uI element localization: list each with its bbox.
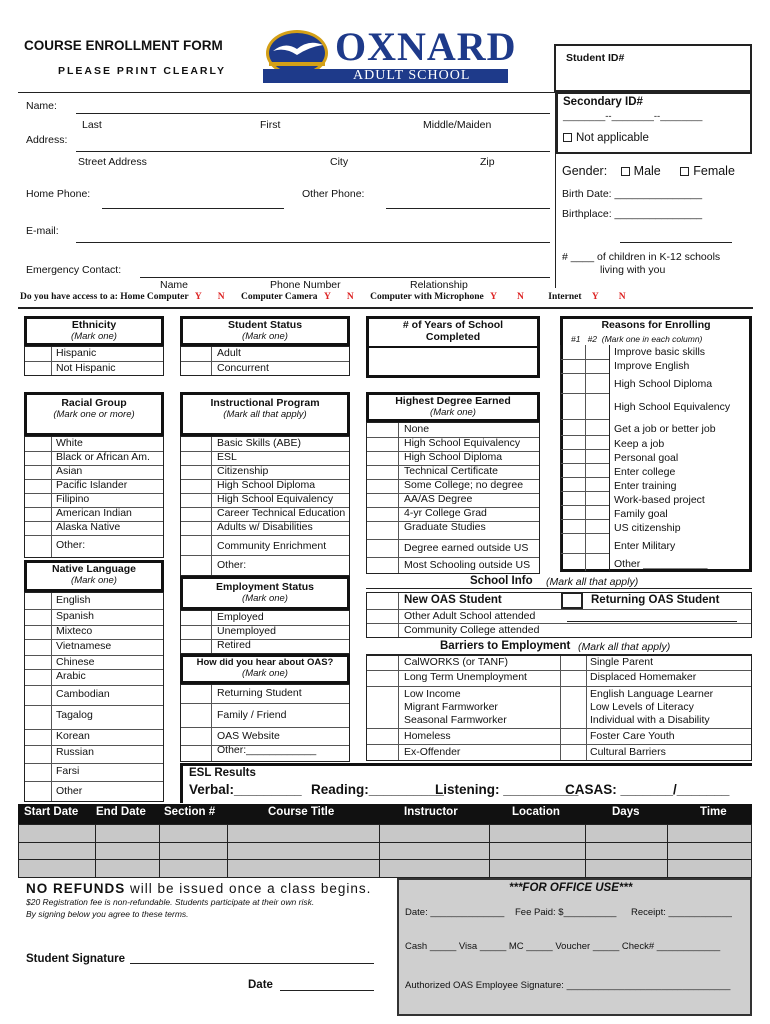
barrier-option[interactable]: Individual with a Disability — [590, 714, 710, 726]
microphone-yes[interactable]: Y — [490, 292, 497, 302]
female-label: Female — [693, 164, 735, 178]
terms-note: By signing below you agree to these terms. — [26, 909, 189, 919]
reason-option[interactable]: Enter Military — [614, 540, 676, 552]
barriers-title: Barriers to Employment — [440, 640, 571, 652]
name-label: Name: — [26, 100, 57, 112]
logo-oxnard: OXNARD — [335, 24, 517, 69]
col-instructor: Instructor — [404, 806, 458, 818]
form-title: COURSE ENROLLMENT FORM — [24, 38, 223, 53]
access-row — [20, 292, 626, 302]
other-phone-field[interactable] — [386, 208, 550, 209]
reason-option[interactable]: Other ___________ — [614, 558, 708, 570]
years-school-box[interactable] — [366, 316, 540, 378]
degree-option[interactable]: AA/AS Degree — [404, 493, 473, 505]
degree-option[interactable]: Degree earned outside US — [404, 542, 529, 554]
birth-date-field[interactable]: Birth Date: _______________ — [562, 188, 703, 200]
barrier-option[interactable]: CalWORKS (or TANF) — [404, 656, 509, 668]
status-option[interactable]: Adult — [217, 347, 241, 359]
student-id-label: Student ID# — [566, 52, 625, 64]
reading-field[interactable]: Reading:__________ — [311, 782, 444, 797]
ethnicity-title: Ethnicity — [71, 319, 117, 331]
employment-option[interactable]: Unemployed — [217, 625, 276, 637]
barrier-option[interactable]: English Language Learner — [590, 688, 714, 700]
student-status-title: Student Status — [227, 319, 303, 331]
program-option[interactable]: High School Equivalency — [217, 493, 334, 505]
degree-option[interactable]: Most Schooling outside US — [404, 559, 531, 571]
other-phone-label: Other Phone: — [302, 188, 365, 200]
years-school-title2: Completed — [425, 331, 481, 343]
street-label: Street Address — [78, 156, 147, 168]
birthplace-field[interactable]: Birthplace: _______________ — [562, 208, 703, 220]
male-label: Male — [633, 164, 661, 178]
employment-option[interactable]: Employed — [217, 611, 264, 623]
employment-mark: (Mark one) — [242, 593, 288, 604]
fee-paid-field[interactable]: Fee Paid: $__________ — [515, 907, 617, 918]
ethnicity-header — [24, 316, 164, 346]
language-option[interactable]: Other — [56, 785, 83, 797]
language-option[interactable]: Russian — [56, 746, 94, 758]
home-computer-no[interactable]: N — [217, 292, 225, 302]
barrier-option[interactable]: Cultural Barriers — [590, 746, 666, 758]
home-computer-label: Home Computer — [120, 292, 189, 302]
reason-option[interactable]: US citizenship — [614, 522, 681, 534]
program-option[interactable]: High School Diploma — [217, 479, 316, 491]
degree-option[interactable]: High School Diploma — [404, 451, 503, 463]
racial-option[interactable]: Other: — [56, 539, 86, 551]
internet-no[interactable]: N — [618, 292, 626, 302]
barriers-options — [366, 655, 752, 761]
barrier-option[interactable]: Displaced Homemaker — [590, 671, 697, 683]
instructional-header — [180, 392, 350, 436]
barriers-header — [366, 639, 752, 655]
logo-school: ADULT SCHOOL — [353, 68, 471, 83]
first-label: First — [260, 119, 281, 131]
barrier-option[interactable]: Single Parent — [590, 656, 654, 668]
col-start-date: Start Date — [24, 806, 79, 818]
school-info-options — [366, 592, 752, 638]
ethnicity-option[interactable]: Hispanic — [56, 347, 97, 359]
language-mark: (Mark one) — [71, 575, 117, 586]
reasons-title: Reasons for Enrolling — [601, 319, 711, 331]
student-status-header — [180, 316, 350, 346]
language-option[interactable]: Chinese — [56, 656, 95, 668]
racial-option[interactable]: Alaska Native — [56, 521, 121, 533]
reason-option[interactable]: Enter training — [614, 480, 677, 492]
secondary-id-blank: ________--________--________ — [563, 111, 703, 122]
heard-option[interactable]: Other:____________ — [217, 744, 317, 756]
heard-title: How did you hear about OAS? — [196, 657, 334, 668]
barrier-option[interactable]: Low Income — [404, 688, 461, 700]
zip-label: Zip — [480, 156, 495, 168]
not-applicable-option[interactable] — [563, 132, 649, 144]
racial-option[interactable]: Pacific Islander — [56, 479, 128, 491]
gender-label: Gender: — [562, 164, 608, 178]
employment-options — [180, 610, 350, 654]
reason-option[interactable]: Family goal — [614, 508, 668, 520]
emergency-field[interactable] — [140, 277, 550, 278]
instructional-options — [180, 436, 350, 576]
student-status-options — [180, 346, 350, 376]
degree-options — [366, 422, 540, 574]
instructional-title: Instructional Program — [210, 397, 320, 409]
emergency-label: Emergency Contact: — [26, 264, 122, 276]
email-field[interactable] — [76, 242, 550, 243]
language-option[interactable]: Cambodian — [56, 688, 110, 700]
student-status-mark: (Mark one) — [242, 331, 288, 342]
col-location: Location — [512, 806, 560, 818]
language-title: Native Language — [51, 563, 137, 575]
barrier-option[interactable]: Foster Care Youth — [590, 730, 675, 742]
racial-option[interactable]: American Indian — [56, 507, 132, 519]
racial-mark: (Mark one or more) — [53, 409, 135, 420]
language-option[interactable]: Arabic — [56, 670, 86, 682]
barriers-mark: (Mark all that apply) — [578, 641, 671, 653]
col-end-date: End Date — [96, 806, 146, 818]
program-option[interactable]: Career Technical Education — [217, 507, 346, 519]
reason-option[interactable]: Keep a job — [614, 438, 665, 450]
returning-checkbox[interactable] — [561, 592, 583, 609]
email-label: E-mail: — [26, 225, 59, 237]
ethnicity-mark: (Mark one) — [71, 331, 117, 342]
student-id-box[interactable] — [554, 44, 752, 92]
program-option[interactable]: Citizenship — [217, 465, 269, 477]
school-info-header — [366, 575, 752, 589]
degree-option[interactable]: Graduate Studies — [404, 521, 486, 533]
employment-title: Employment Status — [215, 581, 315, 593]
heard-option[interactable]: Family / Friend — [217, 709, 287, 721]
status-option[interactable]: Concurrent — [217, 362, 269, 374]
access-label: Do you have access to a: — [20, 292, 118, 302]
camera-label: Computer Camera — [240, 292, 318, 302]
date-field[interactable] — [280, 990, 374, 991]
degree-header — [366, 392, 540, 422]
racial-option[interactable]: Black or African Am. — [56, 451, 150, 463]
home-computer-yes[interactable]: Y — [194, 292, 202, 302]
language-header — [24, 560, 164, 592]
camera-no[interactable]: N — [346, 292, 354, 302]
degree-option[interactable]: High School Equivalency — [404, 437, 521, 449]
home-phone-field[interactable] — [102, 208, 284, 209]
secondary-id-label: Secondary ID# — [563, 96, 643, 108]
ethnicity-option[interactable]: Not Hispanic — [56, 362, 116, 374]
address-label: Address: — [26, 134, 68, 146]
heard-mark: (Mark one) — [242, 668, 288, 679]
racial-option[interactable]: Filipino — [56, 493, 90, 505]
reason-option[interactable]: Enter college — [614, 466, 676, 478]
no-refunds-rest: will be issued once a class begins. — [125, 881, 372, 896]
date-label: Date — [248, 979, 273, 991]
heard-header — [180, 654, 350, 684]
reason-option[interactable]: Work-based project — [614, 494, 705, 506]
returning-student-option[interactable]: Returning OAS Student — [591, 594, 720, 606]
ethnicity-options — [24, 346, 164, 376]
reason-option[interactable]: High School Diploma — [614, 378, 713, 390]
heard-option[interactable]: Returning Student — [217, 687, 302, 699]
office-use-box — [397, 878, 752, 1016]
camera-yes[interactable]: Y — [323, 292, 331, 302]
ec-name-label: Name — [160, 279, 189, 291]
barrier-option[interactable]: Migrant Farmworker — [404, 701, 498, 713]
barrier-option[interactable]: Long Term Unemployment — [404, 671, 527, 683]
office-date-field[interactable]: Date: ______________ — [405, 907, 505, 918]
course-table-header — [18, 804, 752, 824]
reason-option[interactable]: Get a job or better job — [614, 423, 716, 435]
reasons-col2: #2 — [587, 334, 598, 344]
new-student-option[interactable]: New OAS Student — [404, 594, 502, 606]
student-signature-label: Student Signature — [26, 953, 126, 965]
racial-option[interactable]: Asian — [56, 465, 83, 477]
language-options — [24, 592, 164, 802]
racial-option[interactable]: White — [56, 437, 83, 449]
reasons-col1: #1 — [571, 334, 581, 344]
col-section: Section # — [164, 806, 216, 818]
program-option[interactable]: Other: — [217, 559, 247, 571]
program-option[interactable]: ESL — [217, 451, 237, 463]
internet-label: Internet — [548, 292, 582, 302]
esl-results — [180, 763, 752, 803]
last-label: Last — [82, 119, 102, 131]
ec-relationship-label: Relationship — [410, 279, 468, 291]
microphone-no[interactable]: N — [517, 292, 524, 302]
degree-option[interactable]: 4-yr College Grad — [404, 507, 487, 519]
other-adult-school-option[interactable]: Other Adult School attended — [404, 610, 536, 622]
employment-option[interactable]: Retired — [217, 639, 251, 651]
internet-yes[interactable]: Y — [591, 292, 599, 302]
fee-note: $20 Registration fee is non-refundable. Students participate at their own risk. — [26, 897, 315, 907]
language-option[interactable]: Mixteco — [56, 625, 93, 637]
reason-option[interactable]: High School Equivalency — [614, 401, 731, 413]
school-info-title: School Info — [470, 575, 533, 587]
degree-mark: (Mark one) — [430, 407, 476, 418]
language-option[interactable]: Korean — [56, 730, 90, 742]
print-clearly: PLEASE PRINT CLEARLY — [58, 65, 226, 77]
racial-options — [24, 436, 164, 558]
office-use-title: ***FOR OFFICE USE*** — [509, 882, 633, 894]
city-label: City — [330, 156, 349, 168]
listening-field[interactable]: Listening: __________ — [435, 782, 579, 797]
barrier-option[interactable]: Low Levels of Literacy — [590, 701, 694, 713]
degree-option[interactable]: Some College; no degree — [404, 479, 524, 491]
heard-option[interactable]: OAS Website — [217, 730, 280, 742]
verbal-field[interactable]: Verbal:_________ — [189, 782, 302, 797]
barrier-option[interactable]: Ex-Offender — [404, 746, 461, 758]
language-option[interactable]: English — [56, 594, 91, 606]
secondary-id-box[interactable] — [556, 92, 752, 154]
instructional-mark: (Mark all that apply) — [223, 409, 307, 420]
home-phone-label: Home Phone: — [26, 188, 91, 200]
course-rows[interactable] — [18, 824, 752, 878]
employee-signature-field[interactable]: Authorized OAS Employee Signature: _______________________________ — [405, 980, 731, 991]
reason-option[interactable]: Improve basic skills — [614, 346, 706, 358]
ec-phone-label: Phone Number — [270, 279, 341, 291]
community-college-option[interactable]: Community College attended — [404, 624, 540, 636]
female-checkbox[interactable] — [680, 167, 689, 176]
payment-methods[interactable]: Cash _____ Visa _____ MC _____ Voucher _____ Check# ____________ — [405, 941, 721, 952]
racial-header — [24, 392, 164, 436]
language-option[interactable]: Vietnamese — [56, 640, 112, 652]
no-refunds — [26, 881, 371, 896]
name-field[interactable] — [76, 113, 550, 114]
heard-options — [180, 684, 350, 762]
casas-field[interactable]: CASAS: _______/_______ — [565, 782, 730, 797]
student-signature-field[interactable] — [130, 963, 374, 964]
program-option[interactable]: Community Enrichment — [217, 540, 327, 552]
logo — [263, 24, 517, 83]
language-option[interactable]: Farsi — [56, 765, 80, 777]
school-info-mark: (Mark all that apply) — [546, 576, 639, 588]
not-applicable-checkbox[interactable] — [563, 133, 572, 142]
barrier-option[interactable]: Homeless — [404, 730, 451, 742]
employment-header — [180, 576, 350, 610]
degree-option[interactable]: Technical Certificate — [404, 465, 498, 477]
program-option[interactable]: Basic Skills (ABE) — [217, 437, 302, 449]
years-school-title: # of Years of School — [402, 319, 504, 331]
language-option[interactable]: Tagalog — [56, 709, 93, 721]
reasons-mark: (Mark one in each column) — [601, 334, 703, 344]
program-option[interactable]: Adults w/ Disabilities — [217, 521, 313, 533]
receipt-field[interactable]: Receipt: ____________ — [631, 907, 732, 918]
col-course-title: Course Title — [268, 806, 335, 818]
col-time: Time — [700, 806, 727, 818]
degree-option[interactable]: None — [404, 423, 430, 435]
language-option[interactable]: Spanish — [56, 610, 94, 622]
male-checkbox[interactable] — [621, 167, 630, 176]
children-living: living with you — [600, 264, 666, 276]
col-days: Days — [612, 806, 640, 818]
racial-title: Racial Group — [61, 397, 127, 409]
reason-option[interactable]: Personal goal — [614, 452, 679, 464]
children-count[interactable]: # ____ of children in K-12 schools — [562, 251, 721, 263]
esl-title: ESL Results — [189, 767, 256, 779]
reason-option[interactable]: Improve English — [614, 360, 690, 372]
address-field[interactable] — [76, 151, 550, 152]
degree-title: Highest Degree Earned — [395, 395, 511, 407]
barrier-option[interactable]: Seasonal Farmworker — [404, 714, 507, 726]
microphone-label: Computer with Microphone — [370, 292, 484, 302]
middle-label: Middle/Maiden — [423, 119, 492, 131]
gender-row — [562, 164, 735, 178]
reasons-checkcols[interactable] — [560, 345, 610, 571]
not-applicable-label: Not applicable — [576, 132, 649, 144]
no-refunds-bold: NO REFUNDS — [26, 881, 126, 896]
